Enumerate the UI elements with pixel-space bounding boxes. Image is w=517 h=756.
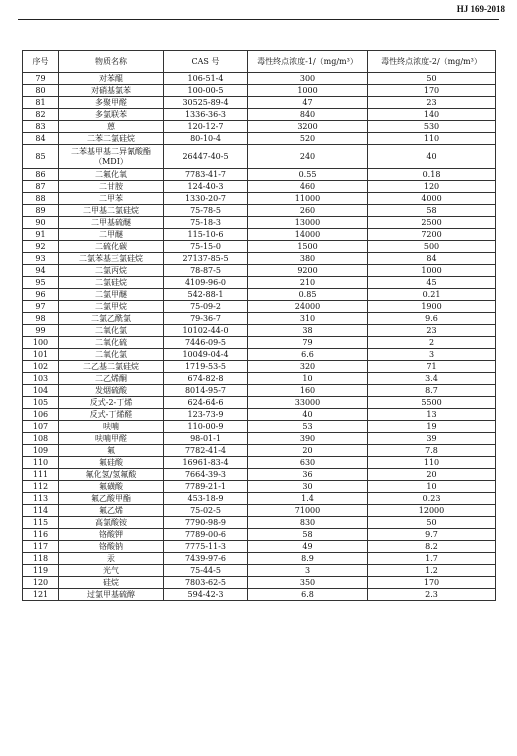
cas-number-cell: 30525-89-4 [164,97,248,109]
substance-name-cell: 光气 [59,565,164,577]
table-row [23,241,496,253]
substance-name-cell: 氟 [59,445,164,457]
table-row [23,301,496,313]
serial-no-cell: 110 [23,457,59,469]
endpoint-1-cell: 71000 [248,505,368,517]
endpoint-2-cell: 71 [368,361,496,373]
header-rule [18,19,499,20]
substance-name-cell: 二氟化氧 [59,169,164,181]
substance-name-cell: 呋喃 [59,421,164,433]
table-row [23,469,496,481]
cas-number-cell: 79-36-7 [164,313,248,325]
table-row [23,505,496,517]
table-row [23,349,496,361]
table-row [23,73,496,85]
header-cas-number: CAS 号 [164,51,248,73]
endpoint-1-cell: 840 [248,109,368,121]
table-row [23,217,496,229]
endpoint-1-cell: 310 [248,313,368,325]
endpoint-2-cell: 23 [368,325,496,337]
substance-name-cell: 发烟硫酸 [59,385,164,397]
endpoint-2-cell: 120 [368,181,496,193]
endpoint-2-cell: 5500 [368,397,496,409]
endpoint-1-cell: 0.55 [248,169,368,181]
endpoint-2-cell: 140 [368,109,496,121]
endpoint-1-cell: 6.8 [248,589,368,601]
substance-name-cell: 多聚甲醛 [59,97,164,109]
serial-no-cell: 92 [23,241,59,253]
endpoint-2-cell: 8.2 [368,541,496,553]
serial-no-cell: 89 [23,205,59,217]
header-endpoint-concentration-1: 毒性终点浓度-1/（mg/m³） [248,51,368,73]
serial-no-cell: 93 [23,253,59,265]
serial-no-cell: 83 [23,121,59,133]
endpoint-1-cell: 40 [248,409,368,421]
substance-name-cell: 反式-2-丁烯 [59,397,164,409]
endpoint-2-cell: 20 [368,469,496,481]
substance-name-cell: 二氯丙烷 [59,265,164,277]
substance-name-cell: 对硝基氯苯 [59,85,164,97]
table-row [23,409,496,421]
table-row [23,577,496,589]
endpoint-2-cell: 170 [368,85,496,97]
endpoint-2-cell: 1900 [368,301,496,313]
endpoint-1-cell: 240 [248,145,368,169]
cas-number-cell: 27137-85-5 [164,253,248,265]
serial-no-cell: 88 [23,193,59,205]
endpoint-1-cell: 20 [248,445,368,457]
cas-number-cell: 10102-44-0 [164,325,248,337]
endpoint-1-cell: 0.85 [248,289,368,301]
endpoint-2-cell: 0.21 [368,289,496,301]
serial-no-cell: 91 [23,229,59,241]
table-row [23,337,496,349]
cas-number-cell: 110-00-9 [164,421,248,433]
endpoint-2-cell: 9.6 [368,313,496,325]
table-row [23,553,496,565]
endpoint-1-cell: 11000 [248,193,368,205]
serial-no-cell: 94 [23,265,59,277]
endpoint-1-cell: 260 [248,205,368,217]
table-row [23,433,496,445]
substance-name-cell: 二苯基甲基二异氰酸酯（MDI） [59,145,164,169]
serial-no-cell: 118 [23,553,59,565]
endpoint-1-cell: 8.9 [248,553,368,565]
endpoint-1-cell: 390 [248,433,368,445]
table-row [23,229,496,241]
serial-no-cell: 107 [23,421,59,433]
serial-no-cell: 87 [23,181,59,193]
endpoint-1-cell: 1000 [248,85,368,97]
substance-name-cell: 氟化氢/氢氟酸 [59,469,164,481]
cas-number-cell: 7789-00-6 [164,529,248,541]
serial-no-cell: 119 [23,565,59,577]
substance-name-cell: 二氯甲烷 [59,301,164,313]
endpoint-1-cell: 33000 [248,397,368,409]
cas-number-cell: 75-15-0 [164,241,248,253]
cas-number-cell: 7803-62-5 [164,577,248,589]
table-row [23,493,496,505]
cas-number-cell: 80-10-4 [164,133,248,145]
cas-number-cell: 26447-40-5 [164,145,248,169]
substance-name-cell: 氟硅酸 [59,457,164,469]
endpoint-1-cell: 160 [248,385,368,397]
table-row [23,313,496,325]
cas-number-cell: 542-88-1 [164,289,248,301]
serial-no-cell: 102 [23,361,59,373]
substance-name-cell: 硅烷 [59,577,164,589]
substance-name-cell: 高氯酸铵 [59,517,164,529]
table-row [23,133,496,145]
table-row [23,457,496,469]
cas-number-cell: 75-78-5 [164,205,248,217]
cas-number-cell: 8014-95-7 [164,385,248,397]
endpoint-1-cell: 38 [248,325,368,337]
substance-name-cell: 多氯联苯 [59,109,164,121]
toxicity-table [22,50,496,601]
substance-name-cell: 呋喃甲醛 [59,433,164,445]
table-row [23,205,496,217]
substance-name-cell: 二氯甲醚 [59,289,164,301]
endpoint-2-cell: 2.3 [368,589,496,601]
endpoint-1-cell: 9200 [248,265,368,277]
endpoint-2-cell: 110 [368,133,496,145]
endpoint-1-cell: 36 [248,469,368,481]
serial-no-cell: 109 [23,445,59,457]
cas-number-cell: 4109-96-0 [164,277,248,289]
serial-no-cell: 86 [23,169,59,181]
cas-number-cell: 594-42-3 [164,589,248,601]
endpoint-1-cell: 320 [248,361,368,373]
endpoint-2-cell: 50 [368,517,496,529]
endpoint-2-cell: 40 [368,145,496,169]
serial-no-cell: 80 [23,85,59,97]
serial-no-cell: 115 [23,517,59,529]
endpoint-1-cell: 460 [248,181,368,193]
endpoint-1-cell: 350 [248,577,368,589]
endpoint-2-cell: 530 [368,121,496,133]
endpoint-1-cell: 10 [248,373,368,385]
endpoint-1-cell: 13000 [248,217,368,229]
substance-name-cell: 二氧化氯 [59,325,164,337]
substance-name-cell: 铬酸钾 [59,529,164,541]
table-row [23,193,496,205]
endpoint-1-cell: 210 [248,277,368,289]
substance-name-cell: 铬酸钠 [59,541,164,553]
substance-name-cell: 氟乙烯 [59,505,164,517]
endpoint-2-cell: 110 [368,457,496,469]
table-row [23,397,496,409]
cas-number-cell: 624-64-6 [164,397,248,409]
cas-number-cell: 7783-41-7 [164,169,248,181]
table-row [23,109,496,121]
endpoint-2-cell: 1000 [368,265,496,277]
endpoint-1-cell: 300 [248,73,368,85]
serial-no-cell: 121 [23,589,59,601]
serial-no-cell: 114 [23,505,59,517]
endpoint-2-cell: 3 [368,349,496,361]
substance-name-cell: 二乙烯酮 [59,373,164,385]
cas-number-cell: 75-44-5 [164,565,248,577]
endpoint-1-cell: 830 [248,517,368,529]
table-row [23,169,496,181]
endpoint-2-cell: 10 [368,481,496,493]
substance-name-cell: 过氯甲基硫醇 [59,589,164,601]
serial-no-cell: 98 [23,313,59,325]
serial-no-cell: 97 [23,301,59,313]
substance-name-cell: 氟磺酸 [59,481,164,493]
serial-no-cell: 96 [23,289,59,301]
serial-no-cell: 90 [23,217,59,229]
endpoint-1-cell: 3 [248,565,368,577]
table-row [23,325,496,337]
serial-no-cell: 101 [23,349,59,361]
table-row [23,565,496,577]
serial-no-cell: 100 [23,337,59,349]
table-row [23,361,496,373]
serial-no-cell: 116 [23,529,59,541]
cas-number-cell: 10049-04-4 [164,349,248,361]
document-code: HJ 169-2018 [456,4,505,14]
endpoint-1-cell: 24000 [248,301,368,313]
cas-number-cell: 1719-53-5 [164,361,248,373]
cas-number-cell: 75-18-3 [164,217,248,229]
cas-number-cell: 120-12-7 [164,121,248,133]
serial-no-cell: 103 [23,373,59,385]
substance-name-cell: 二甲醚 [59,229,164,241]
cas-number-cell: 1336-36-3 [164,109,248,121]
endpoint-2-cell: 58 [368,205,496,217]
substance-name-cell: 二氯硅烷 [59,277,164,289]
table-row [23,253,496,265]
table-row [23,421,496,433]
serial-no-cell: 113 [23,493,59,505]
cas-number-cell: 7775-11-3 [164,541,248,553]
cas-number-cell: 7439-97-6 [164,553,248,565]
header-substance-name: 物质名称 [59,51,164,73]
substance-name-cell: 反式-丁烯醛 [59,409,164,421]
substance-name-cell: 二甲基硫醚 [59,217,164,229]
endpoint-2-cell: 500 [368,241,496,253]
serial-no-cell: 108 [23,433,59,445]
endpoint-2-cell: 0.23 [368,493,496,505]
endpoint-2-cell: 84 [368,253,496,265]
table-row [23,445,496,457]
substance-name-cell: 氟乙酸甲酯 [59,493,164,505]
endpoint-2-cell: 2 [368,337,496,349]
serial-no-cell: 99 [23,325,59,337]
serial-no-cell: 85 [23,145,59,169]
endpoint-1-cell: 30 [248,481,368,493]
serial-no-cell: 104 [23,385,59,397]
endpoint-2-cell: 19 [368,421,496,433]
table-row [23,385,496,397]
cas-number-cell: 674-82-8 [164,373,248,385]
table-row [23,541,496,553]
endpoint-2-cell: 9.7 [368,529,496,541]
endpoint-2-cell: 8.7 [368,385,496,397]
endpoint-1-cell: 14000 [248,229,368,241]
substance-name-cell: 二硫化碳 [59,241,164,253]
endpoint-2-cell: 45 [368,277,496,289]
substance-name-cell: 二氯乙酰氯 [59,313,164,325]
substance-name-cell: 二氯苯基三氯硅烷 [59,253,164,265]
table-body [23,73,496,601]
endpoint-1-cell: 3200 [248,121,368,133]
endpoint-1-cell: 6.6 [248,349,368,361]
serial-no-cell: 95 [23,277,59,289]
cas-number-cell: 7782-41-4 [164,445,248,457]
endpoint-1-cell: 53 [248,421,368,433]
table-row [23,277,496,289]
endpoint-2-cell: 4000 [368,193,496,205]
table-row [23,265,496,277]
table-header-row [23,51,496,73]
substance-name-cell: 二甘胺 [59,181,164,193]
cas-number-cell: 7789-21-1 [164,481,248,493]
cas-number-cell: 98-01-1 [164,433,248,445]
endpoint-2-cell: 1.7 [368,553,496,565]
cas-number-cell: 100-00-5 [164,85,248,97]
table-row [23,289,496,301]
endpoint-2-cell: 1.2 [368,565,496,577]
header-endpoint-concentration-2: 毒性终点浓度-2/（mg/m³） [368,51,496,73]
cas-number-cell: 75-02-5 [164,505,248,517]
endpoint-1-cell: 630 [248,457,368,469]
endpoint-2-cell: 39 [368,433,496,445]
endpoint-1-cell: 58 [248,529,368,541]
table-row [23,589,496,601]
substance-name-cell: 二苯二氯硅烷 [59,133,164,145]
serial-no-cell: 106 [23,409,59,421]
endpoint-1-cell: 1.4 [248,493,368,505]
serial-no-cell: 81 [23,97,59,109]
cas-number-cell: 124-40-3 [164,181,248,193]
substance-name-cell: 二氧化硫 [59,337,164,349]
serial-no-cell: 120 [23,577,59,589]
cas-number-cell: 7446-09-5 [164,337,248,349]
substance-name-cell: 蒽 [59,121,164,133]
cas-number-cell: 123-73-9 [164,409,248,421]
cas-number-cell: 78-87-5 [164,265,248,277]
endpoint-1-cell: 47 [248,97,368,109]
substance-name-cell: 二氧化氯 [59,349,164,361]
serial-no-cell: 105 [23,397,59,409]
header-serial-no: 序号 [23,51,59,73]
substance-name-cell: 二甲苯 [59,193,164,205]
table-row [23,121,496,133]
substance-name-cell: 二乙基二氯硅烷 [59,361,164,373]
endpoint-2-cell: 50 [368,73,496,85]
substance-name-cell: 汞 [59,553,164,565]
endpoint-2-cell: 170 [368,577,496,589]
cas-number-cell: 75-09-2 [164,301,248,313]
cas-number-cell: 453-18-9 [164,493,248,505]
serial-no-cell: 117 [23,541,59,553]
table-row [23,145,496,169]
endpoint-1-cell: 520 [248,133,368,145]
endpoint-2-cell: 2500 [368,217,496,229]
endpoint-1-cell: 380 [248,253,368,265]
endpoint-1-cell: 1500 [248,241,368,253]
table-row [23,97,496,109]
substance-name-cell: 对苯醌 [59,73,164,85]
endpoint-2-cell: 13 [368,409,496,421]
table-row [23,517,496,529]
endpoint-2-cell: 12000 [368,505,496,517]
table-row [23,529,496,541]
table-row [23,181,496,193]
serial-no-cell: 112 [23,481,59,493]
endpoint-2-cell: 7200 [368,229,496,241]
cas-number-cell: 115-10-6 [164,229,248,241]
cas-number-cell: 106-51-4 [164,73,248,85]
endpoint-2-cell: 23 [368,97,496,109]
table-row [23,481,496,493]
table-row [23,373,496,385]
cas-number-cell: 7664-39-3 [164,469,248,481]
endpoint-1-cell: 49 [248,541,368,553]
table-row [23,85,496,97]
cas-number-cell: 16961-83-4 [164,457,248,469]
serial-no-cell: 111 [23,469,59,481]
endpoint-2-cell: 0.18 [368,169,496,181]
serial-no-cell: 79 [23,73,59,85]
substance-name-cell: 二甲基二氯硅烷 [59,205,164,217]
endpoint-2-cell: 7.8 [368,445,496,457]
serial-no-cell: 82 [23,109,59,121]
serial-no-cell: 84 [23,133,59,145]
endpoint-2-cell: 3.4 [368,373,496,385]
endpoint-1-cell: 79 [248,337,368,349]
cas-number-cell: 1330-20-7 [164,193,248,205]
cas-number-cell: 7790-98-9 [164,517,248,529]
